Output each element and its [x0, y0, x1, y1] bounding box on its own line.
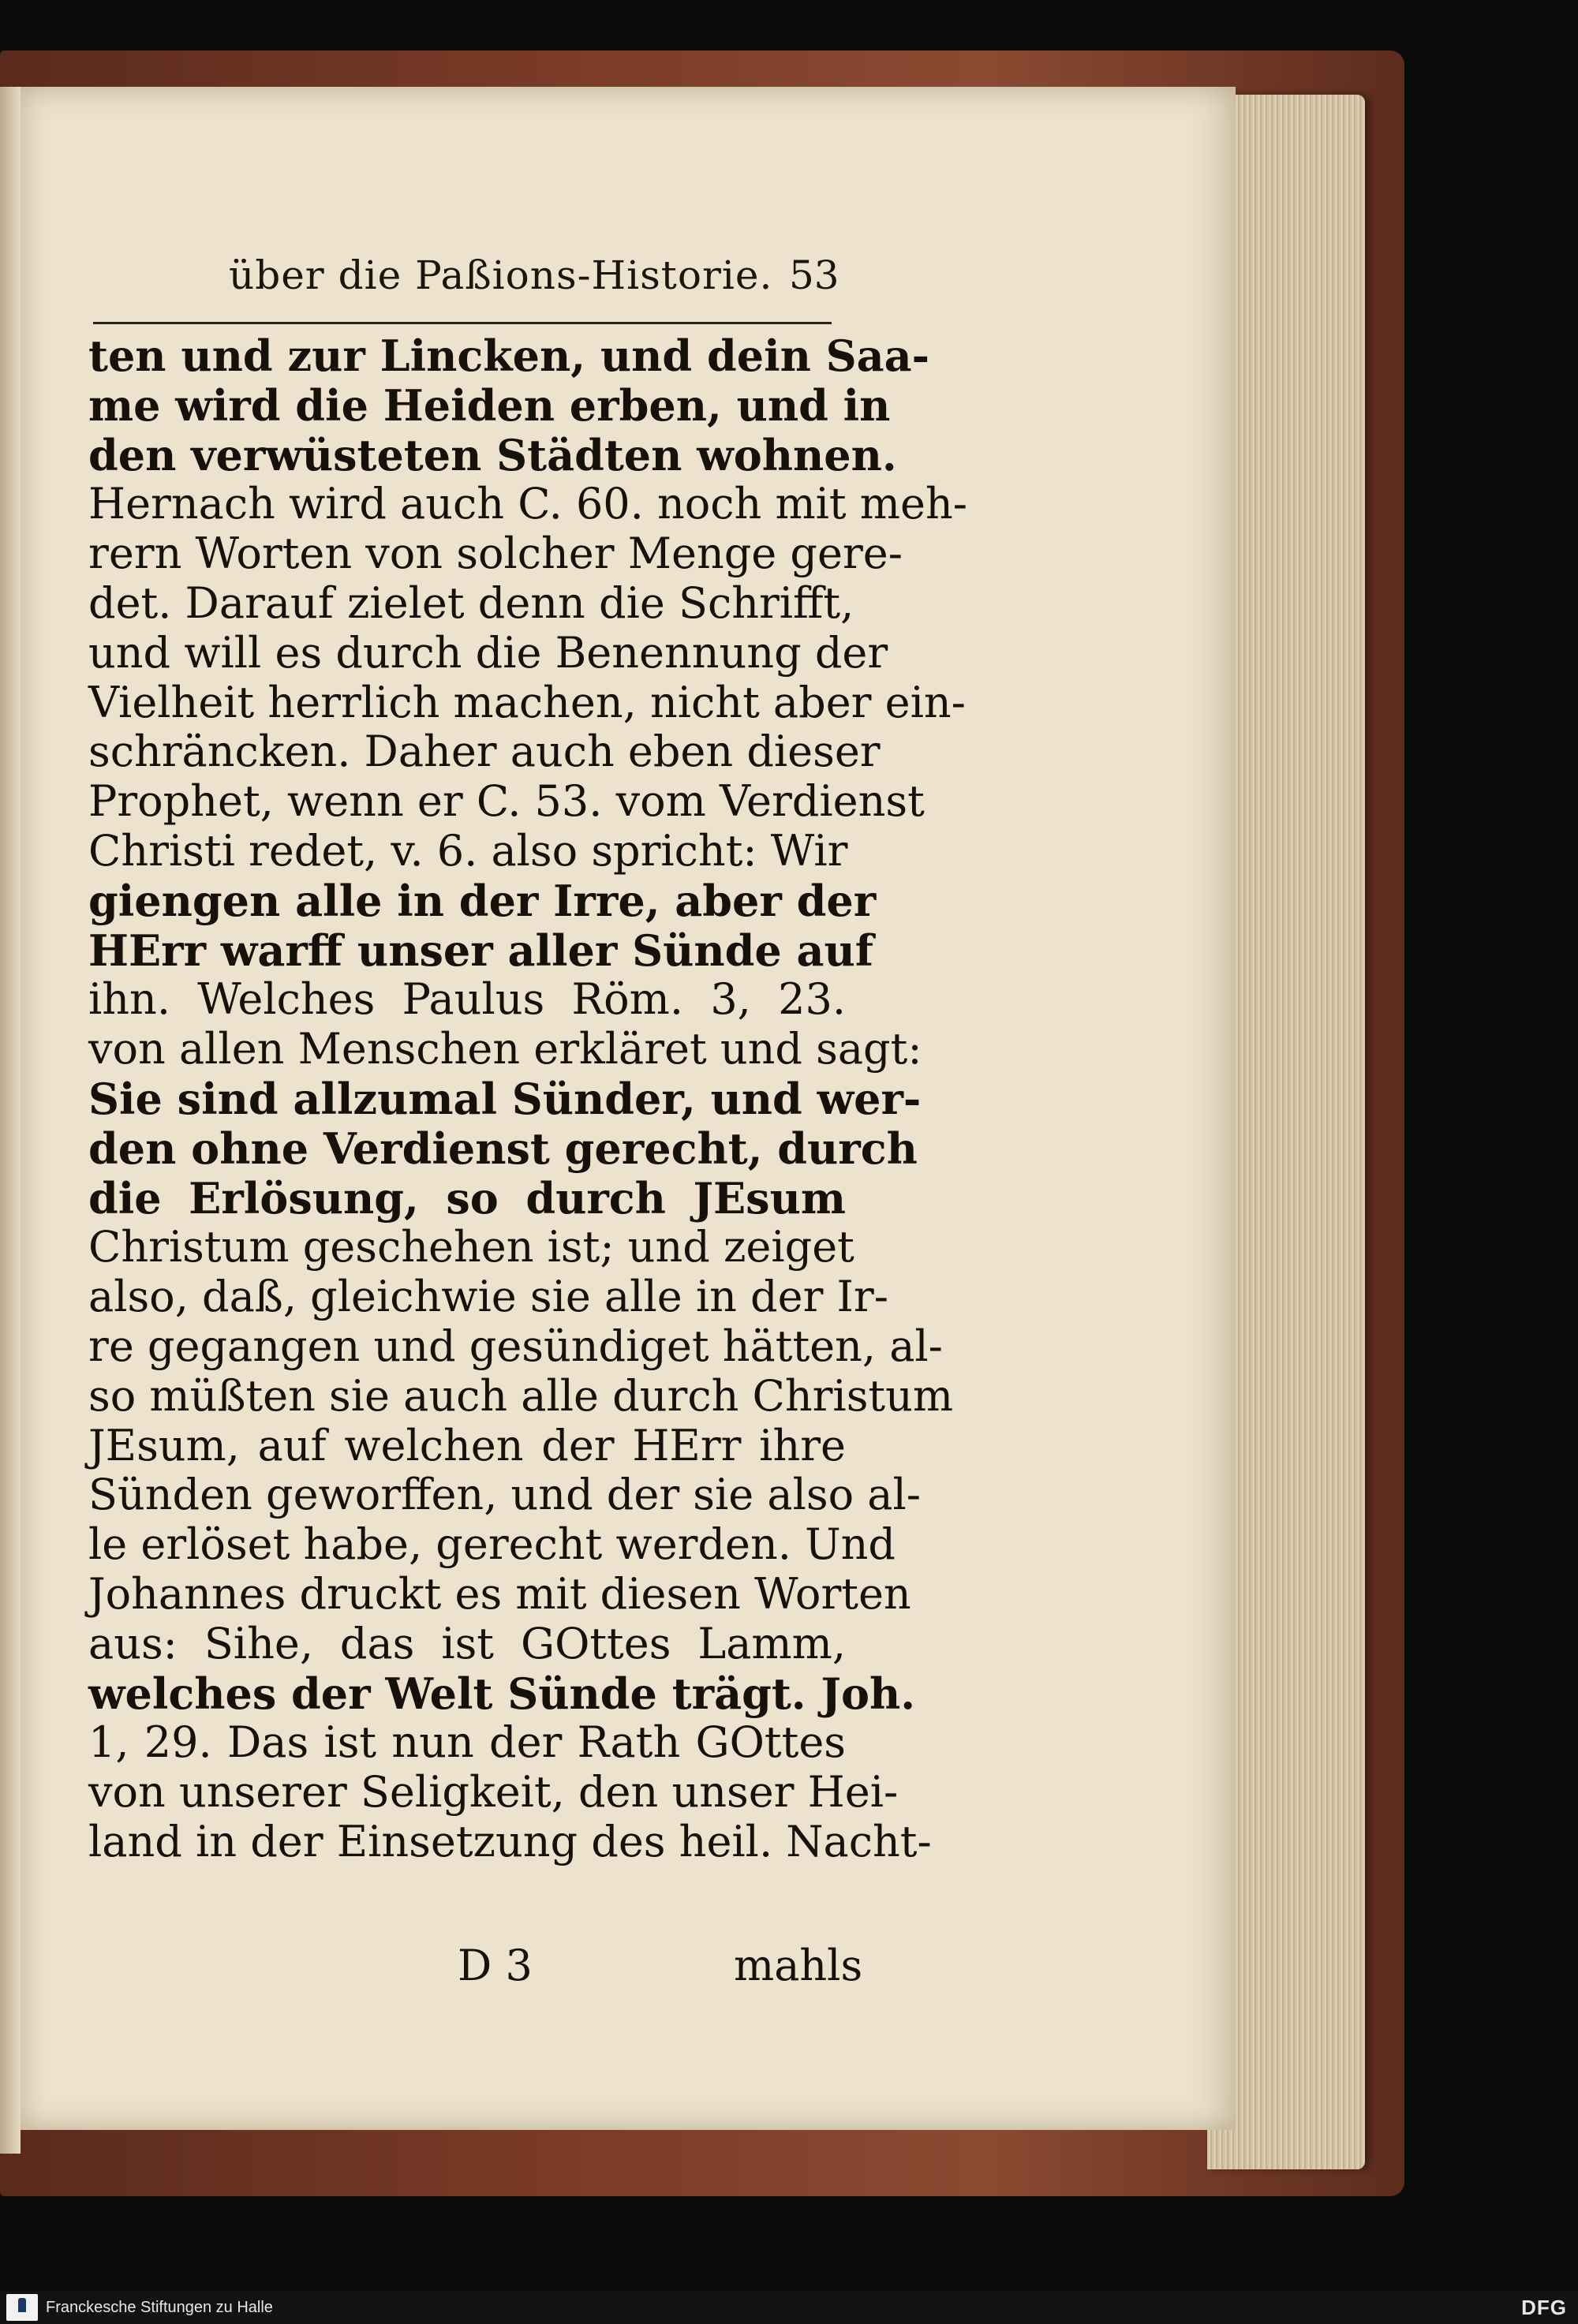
text-line: ihn. Welches Paulus Röm. 3, 23.	[88, 974, 846, 1025]
text-line: rern Worten von solcher Menge gere-	[88, 529, 903, 579]
text-line: also, daß, gleichwie sie alle in der Ir-	[88, 1272, 888, 1322]
institution-name: Franckesche Stiftungen zu Halle	[46, 2299, 273, 2316]
text-line: le erlöset habe, gerecht werden. Und	[88, 1519, 896, 1570]
text-line: det. Darauf zielet denn die Schrifft,	[88, 577, 854, 628]
body-text	[88, 331, 967, 1867]
text-line: die Erlösung, so durch JEsum	[88, 1172, 846, 1224]
text-line: me wird die Heiden erben, und in	[88, 379, 891, 431]
text-line: aus: Sihe, das ist GOttes Lamm,	[88, 1618, 846, 1668]
page-number: 53	[789, 252, 839, 298]
text-line: Prophet, wenn er C. 53. vom Verdienst	[88, 776, 925, 827]
text-line: von unserer Seligkeit, den unser Hei-	[88, 1767, 899, 1818]
text-line: HErr warff unser aller Sünde auf	[88, 925, 873, 976]
text-line: land in der Einsetzung des heil. Nacht-	[88, 1816, 932, 1866]
text-line: den ohne Verdienst gerecht, durch	[88, 1123, 918, 1174]
text-line: JEsum, auf welchen der HErr ihre	[88, 1420, 846, 1470]
text-line: Sünden geworffen, und der sie also al-	[88, 1470, 921, 1520]
text-line: Christi redet, v. 6. also spricht: Wir	[88, 825, 848, 876]
text-line: Christum geschehen ist; und zeiget	[88, 1222, 854, 1272]
text-line: Sie sind allzumal Sünder, und wer-	[88, 1073, 922, 1124]
signature-mark: D 3	[458, 1941, 533, 1990]
text-line: 1, 29. Das ist nun der Rath GOttes	[88, 1717, 846, 1768]
credit-bar	[0, 2291, 1578, 2324]
text-line: und will es durch die Benennung der	[88, 627, 888, 678]
text-line: den verwüsteten Städten wohnen.	[88, 429, 897, 480]
text-line: Vielheit herrlich machen, nicht aber ein-	[88, 677, 966, 727]
dfg-badge: DFG	[1521, 2296, 1567, 2319]
text-line: so müßten sie auch alle durch Christum	[88, 1370, 954, 1421]
header-rule	[93, 322, 832, 324]
left-page-edge	[0, 87, 21, 2154]
text-line: giengen alle in der Irre, aber der	[88, 875, 877, 926]
text-line: Hernach wird auch C. 60. noch mit meh-	[88, 479, 967, 529]
text-line: von allen Menschen erkläret und sagt:	[88, 1024, 922, 1074]
running-head: über die Paßions-Historie.	[229, 252, 773, 298]
text-line: ten und zur Lincken, und dein Saa-	[88, 331, 930, 381]
institution-logo-icon	[6, 2294, 38, 2321]
text-line: welches der Welt Sünde trägt. Joh.	[88, 1668, 916, 1719]
catchword: mahls	[734, 1941, 863, 1990]
text-line: schräncken. Daher auch eben dieser	[88, 727, 881, 777]
text-line: re gegangen und gesündiget hätten, al-	[88, 1321, 943, 1371]
text-line: Johannes druckt es mit diesen Worten	[88, 1568, 911, 1619]
